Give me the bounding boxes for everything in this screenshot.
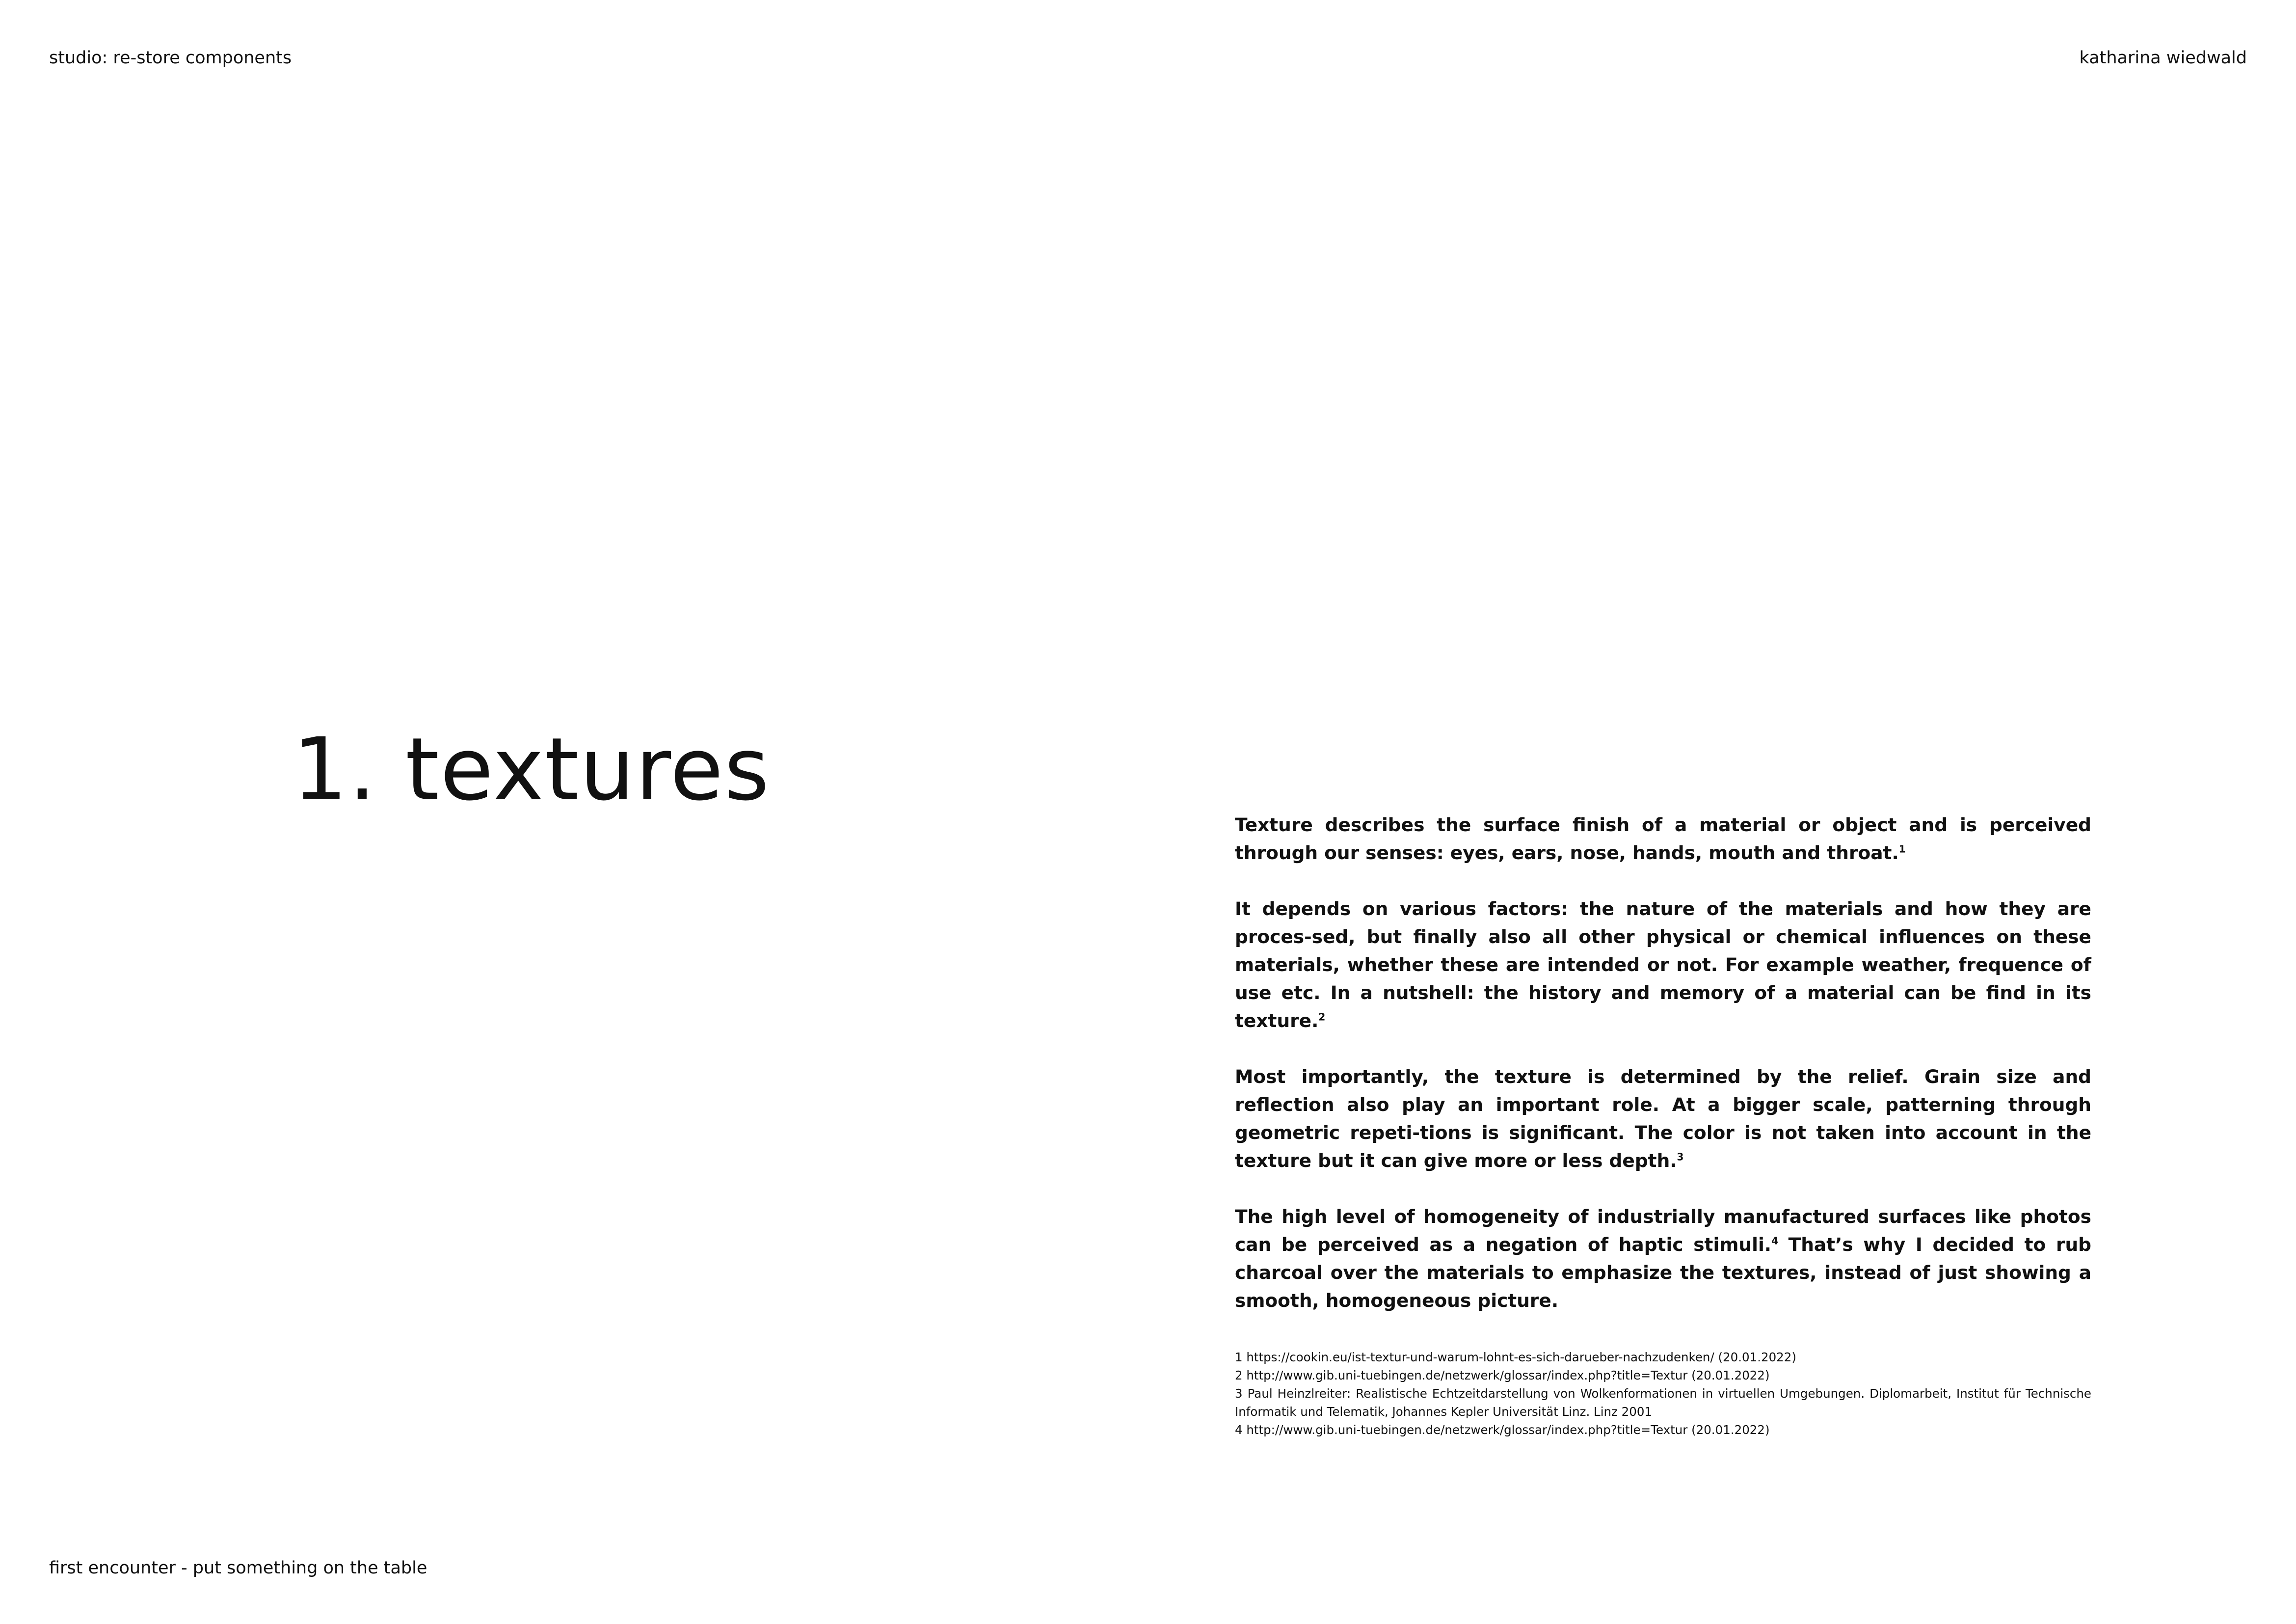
footnote: 4 http://www.gib.uni-tuebingen.de/netzwerk/glossar/index.php?title=Textur (20.01.2022) — [1235, 1423, 1770, 1437]
body-text — [1235, 811, 2091, 1315]
paragraph-text: Texture describes the surface finish of a material or object and is perceived through our senses: eyes, ears, nose, hands, mouth and throat. — [1235, 814, 2091, 864]
chapter-title: 1. textures — [293, 719, 771, 820]
paragraph-text: The high level of homogeneity of industrially manufactured surfaces like photos can be perceived as a negation of haptic stimuli. — [1235, 1206, 2091, 1255]
footnote-reference: 3 — [1677, 1151, 1684, 1163]
paragraph-text: Most importantly, the texture is determined by the relief. Grain size and reflection also play an important role. At a bigger scale, patterning through geometric repeti-tions is significant. The color is not taken into account in the texture but it can give more or less depth. — [1235, 1066, 2091, 1171]
paragraph-text: That’s why I decided to rub charcoal over the materials to emphasize the textures, instead of just showing a smooth, homogeneous picture. — [1235, 1234, 2091, 1311]
body-paragraph — [1235, 1203, 2091, 1315]
footnotes — [1235, 1348, 2091, 1439]
body-paragraph — [1235, 811, 2091, 867]
footnote: 1 https://cookin.eu/ist-textur-und-warum-lohnt-es-sich-darueber-nachzudenken/ (20.01.2022) — [1235, 1350, 1796, 1364]
footnote-reference: 2 — [1318, 1011, 1326, 1023]
body-paragraph — [1235, 1063, 2091, 1175]
footer-section-title: first encounter - put something on the table — [49, 1558, 427, 1578]
paragraph-text: It depends on various factors: the nature of the materials and how they are proces-sed, but finally also all other physical or chemical influences on these materials, whether these are intended or not. For example weather, frequence of use etc. In a nutshell: the history and memory of a material can be find in its texture. — [1235, 898, 2091, 1031]
footnote: 3 Paul Heinzlreiter: Realistische Echtzeitdarstellung von Wolkenformationen in virtuellen Umgebungen. Diplomarbeit, Institut für Technische Informatik und Telematik, Johannes Kepler Universität Linz. Linz 2001 — [1235, 1386, 2091, 1419]
footnote-reference: 4 — [1771, 1235, 1778, 1247]
footnote-reference: 1 — [1898, 843, 1906, 855]
header-author-name: katharina wiedwald — [2079, 48, 2247, 68]
footnote: 2 http://www.gib.uni-tuebingen.de/netzwerk/glossar/index.php?title=Textur (20.01.2022) — [1235, 1368, 1770, 1382]
body-paragraph — [1235, 895, 2091, 1035]
header-course-title: studio: re-store components — [49, 48, 292, 68]
